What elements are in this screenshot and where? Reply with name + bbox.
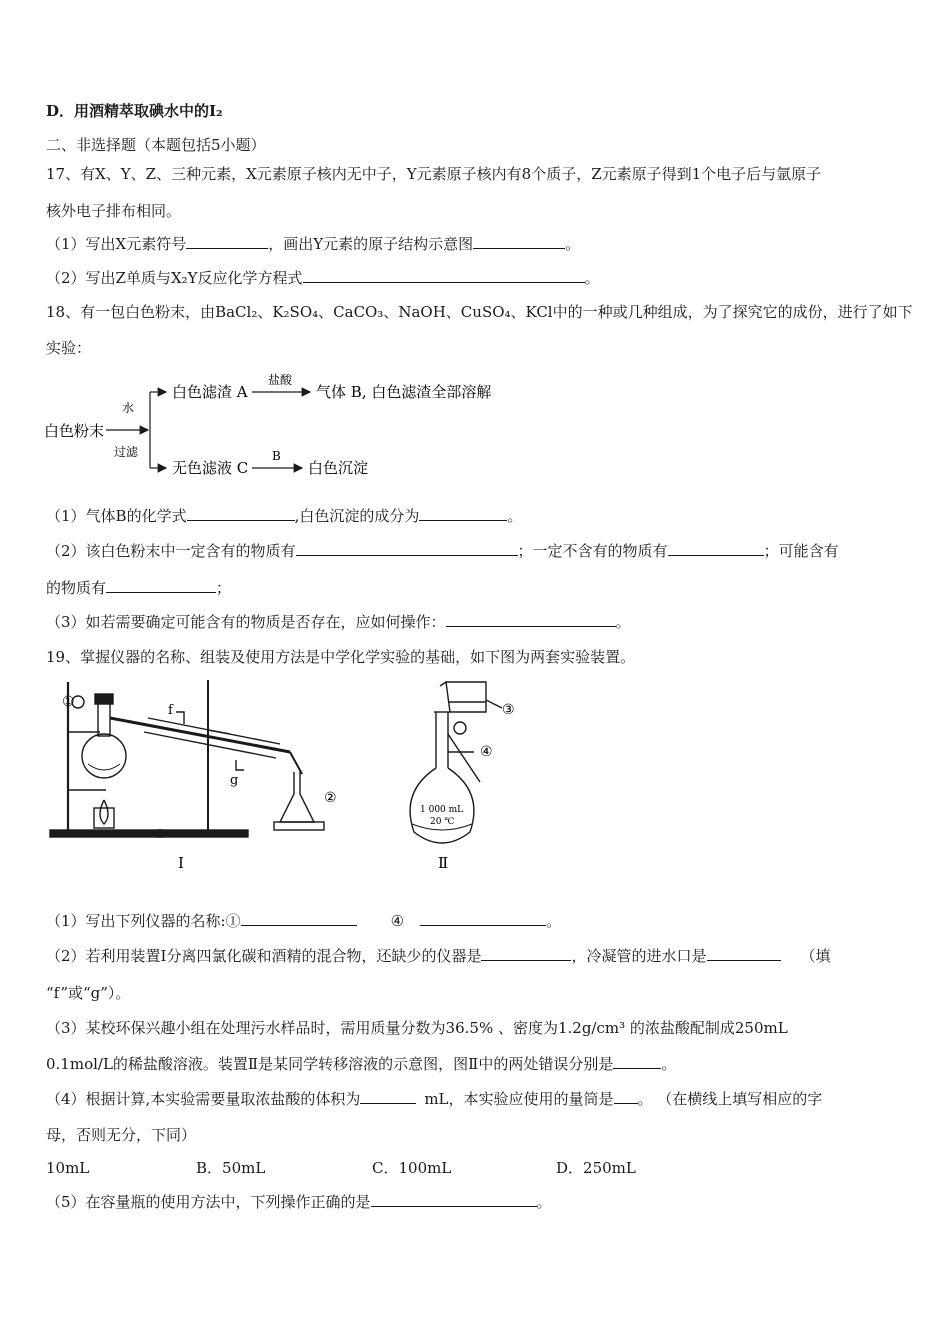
label-c1: ① — [62, 694, 75, 710]
option-c: C．100mL — [372, 1159, 452, 1177]
label-f: f — [168, 703, 173, 718]
q19-part1: （1）写出下列仪器的名称:① ④ 。 — [46, 912, 562, 930]
flow-filter: 过滤 — [114, 445, 139, 459]
flow-residue: 白色滤渣 A — [172, 383, 248, 401]
option-b: B．50mL — [196, 1159, 266, 1177]
label-fig2: Ⅱ — [438, 854, 449, 872]
q18-part1: （1）气体B的化学式 ,白色沉淀的成分为 。 — [46, 507, 523, 525]
flow-acid: 盐酸 — [268, 373, 293, 387]
flow-precipitate: 白色沉淀 — [308, 459, 369, 477]
q19-part2: （2）若利用装置Ⅰ分离四氯化碳和酒精的混合物，还缺少的仪器是 ，冷凝管的进水口是 （填 — [46, 947, 831, 965]
option-d: D．用酒精萃取碘水中的I₂ — [46, 102, 223, 120]
q19-part3: （3）某校环保兴趣小组在处理污水样品时，需用质量分数为36.5% 、密度为1.2g/cm³ 的浓盐酸配制成250mL — [46, 1019, 788, 1037]
q18-part2-cont: 的物质有 ； — [46, 579, 232, 597]
q19-part4-cont: 母，否则无分，下同） — [46, 1126, 197, 1144]
label-c4: ④ — [480, 744, 493, 760]
q17-part2: （2）写出Z单质与X₂Y反应化学方程式 。 — [46, 269, 600, 287]
q18-text: 18、有一包白色粉末，由BaCl₂、K₂SO₄、CaCO₃、NaOH、CuSO₄、KCl中的一种或几种组成，为了探究它的成份，进行了如下 — [46, 303, 913, 321]
flow-start: 白色粉末 — [44, 422, 105, 440]
label-c2: ② — [324, 790, 337, 806]
label-fig1: Ⅰ — [178, 854, 184, 872]
flow-diagram — [40, 370, 520, 485]
q17-text: 17、有X、Y、Z、三种元素，X元素原子核内无中子，Y元素原子核内有8个质子，Z元素原子得到1个电子后与氩原子 — [46, 165, 822, 183]
q19-part3-cont: 0.1mol/L的稀盐酸溶液。装置Ⅱ是某同学转移溶液的示意图，图Ⅱ中的两处错误分别是 。 — [46, 1055, 677, 1073]
option-a: 10mL — [46, 1159, 90, 1177]
q18-part3: （3）如若需要确定可能含有的物质是否存在，应如何操作： 。 — [46, 613, 631, 631]
apparatus-2 — [410, 682, 502, 843]
section-heading: 二、非选择题（本题包括5小题） — [46, 136, 266, 154]
q18-part2: （2）该白色粉末中一定含有的物质有 ；一定不含有的物质有 ；可能含有 — [46, 542, 839, 560]
flask-volume: 1 000 mL — [420, 805, 464, 815]
flow-water: 水 — [122, 401, 135, 415]
q17-text-cont: 核外电子排布相同。 — [46, 202, 182, 220]
option-d-volume: D．250mL — [556, 1159, 636, 1177]
apparatus-figure — [40, 672, 540, 882]
q19-part2-cont: “f”或“g”）。 — [46, 984, 131, 1002]
flow-b-label: B — [272, 449, 281, 463]
q19-part5: （5）在容量瓶的使用方法中，下列操作正确的是 。 — [46, 1193, 552, 1211]
label-c3: ③ — [502, 702, 515, 718]
apparatus-1 — [50, 680, 324, 837]
flow-filtrate: 无色滤液 C — [172, 459, 249, 477]
flow-gas-result: 气体 B, 白色滤渣全部溶解 — [316, 383, 492, 401]
q19-part4: （4）根据计算,本实验需要量取浓盐酸的体积为 mL，本实验应使用的量筒是 。 （在横线上填写相应的字 — [46, 1090, 823, 1108]
q17-part1: （1）写出X元素符号 ，画出Y元素的原子结构示意图 。 — [46, 235, 581, 253]
flask-temp: 20 ℃ — [430, 817, 455, 827]
label-g: g — [230, 773, 239, 788]
q19-text: 19、掌握仪器的名称、组装及使用方法是中学化学实验的基础，如下图为两套实验装置。 — [46, 648, 636, 666]
q18-text-cont: 实验： — [46, 339, 92, 357]
